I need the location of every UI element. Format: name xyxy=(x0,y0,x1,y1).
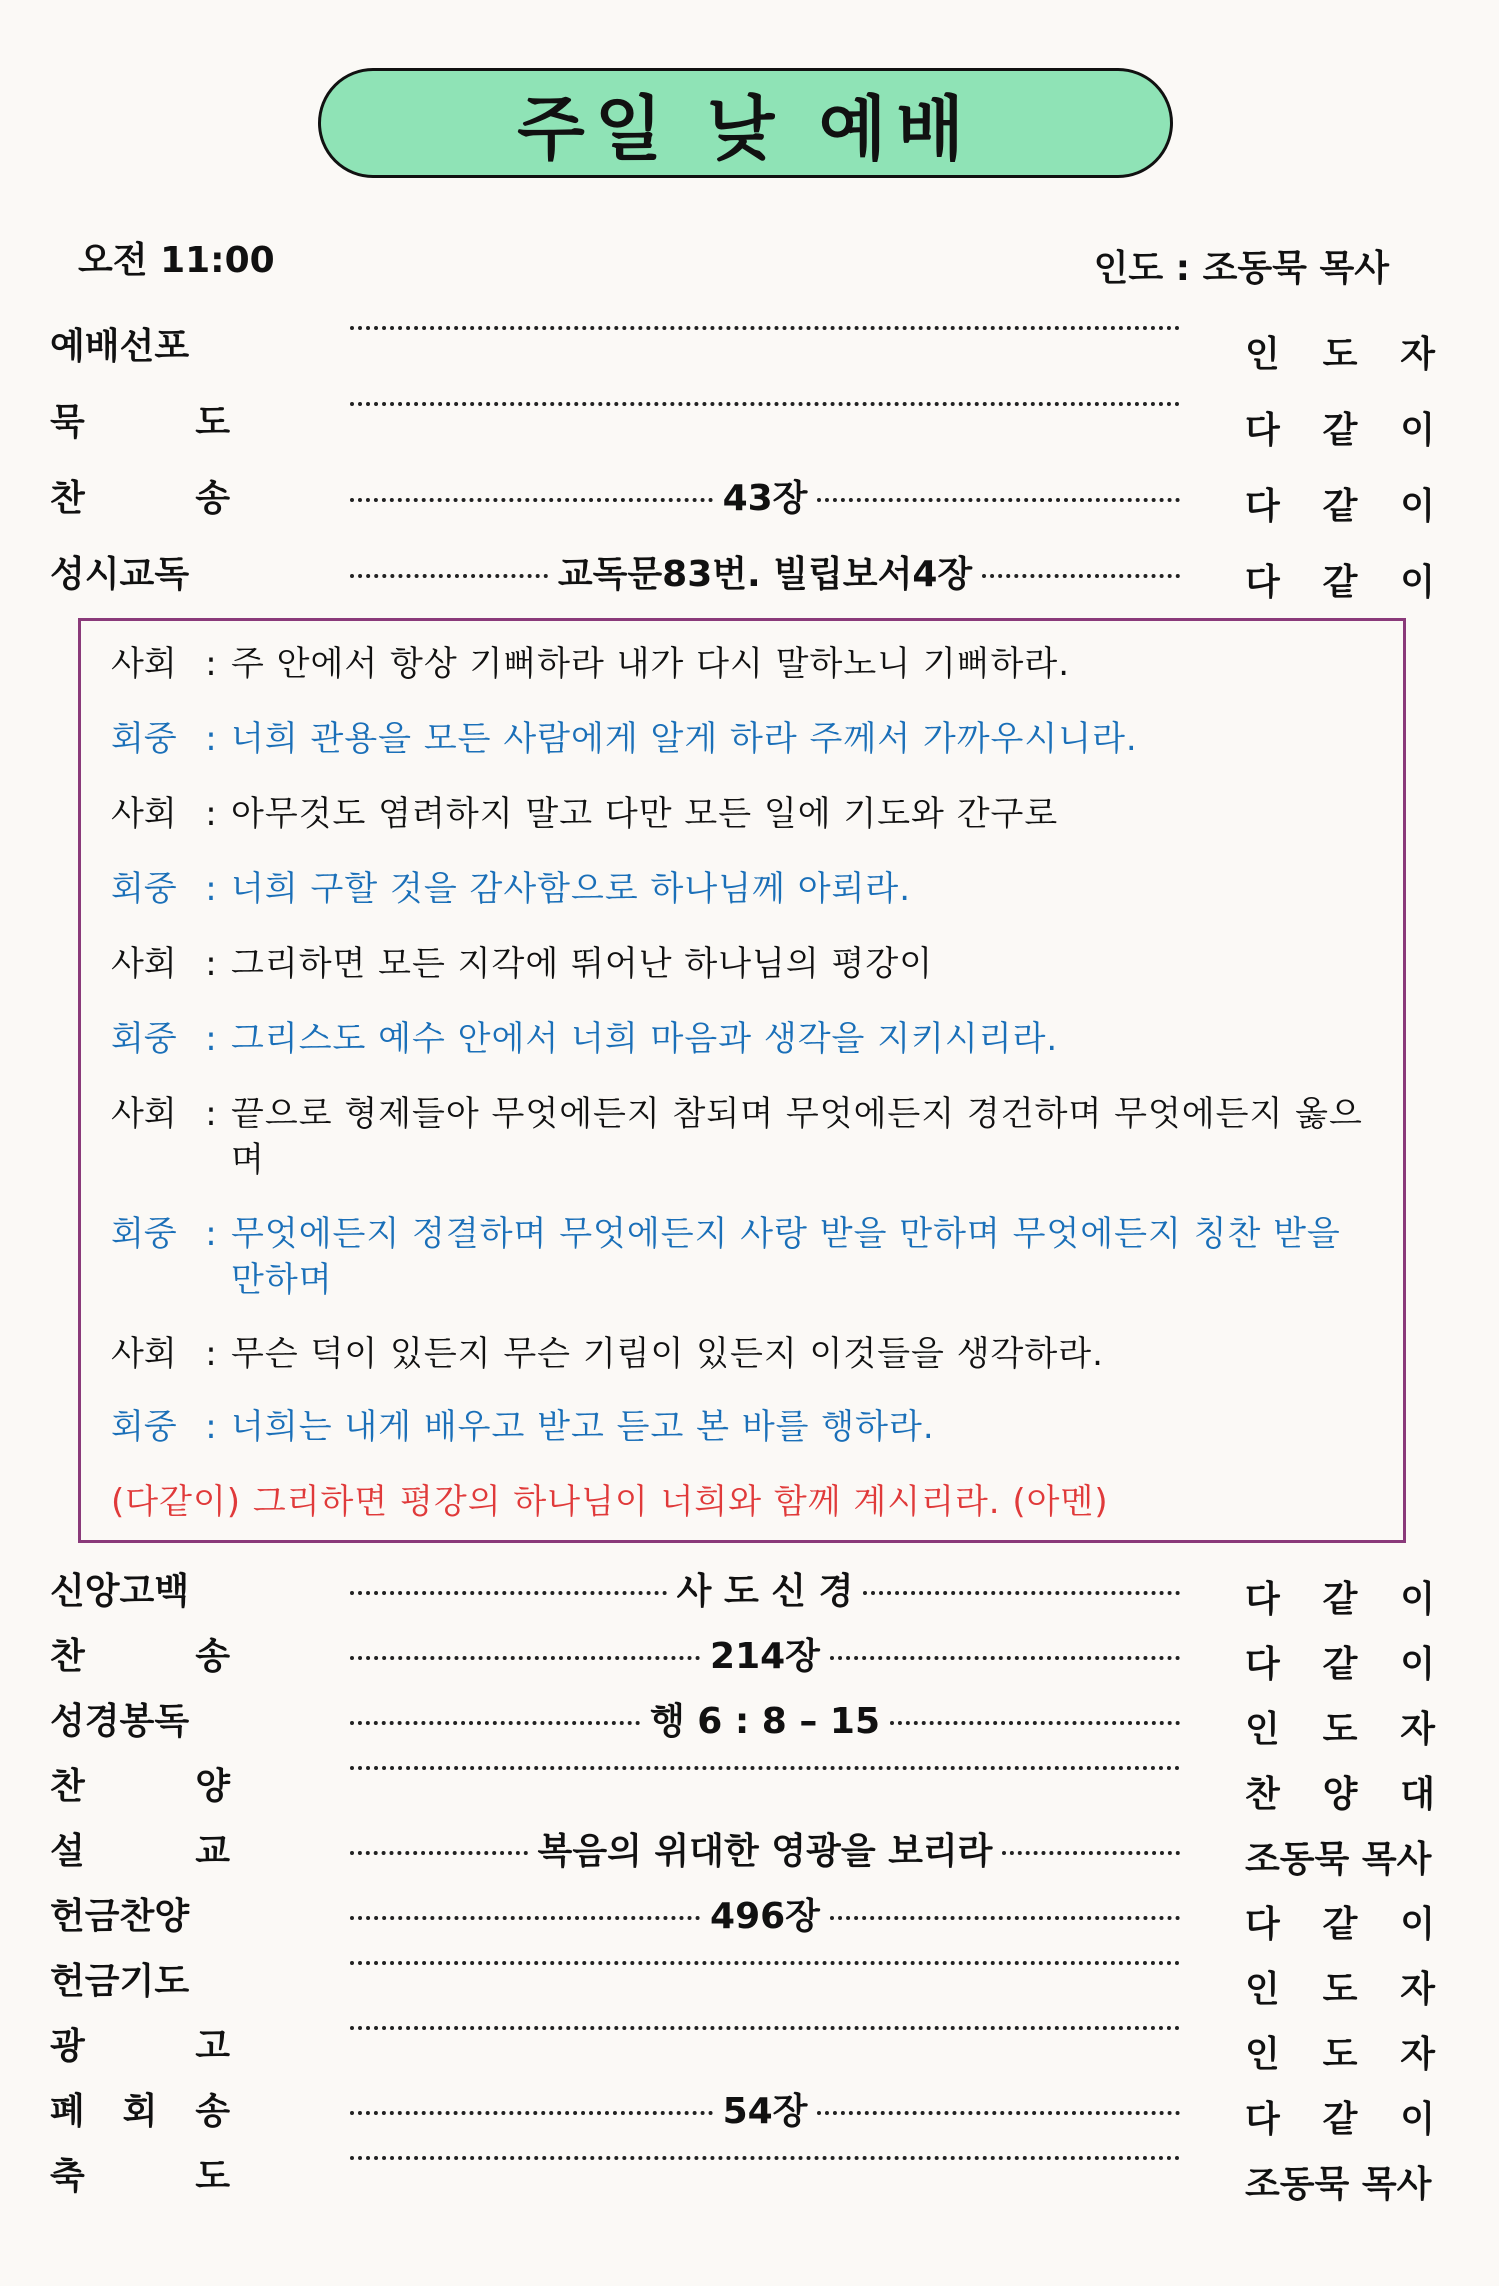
order-item-name xyxy=(50,2018,230,2069)
order-item-participant-part: 다 xyxy=(1245,486,1280,527)
order-item-name xyxy=(50,1563,230,1614)
responsive-text: (다같이) 그리하면 평강의 하나님이 너희와 함께 계시리라. (아멘) xyxy=(111,1482,1109,1522)
responsive-line xyxy=(111,641,1381,687)
dot-leader xyxy=(982,574,1180,578)
order-item-name xyxy=(50,1628,230,1679)
responsive-role: 회중 xyxy=(111,1019,177,1059)
responsive-text: 무슨 덕이 있든지 무슨 기림이 있든지 이것들을 생각하라. xyxy=(231,1334,1104,1374)
order-item-leader-dots xyxy=(350,470,1180,521)
order-item-participant-part: 자 xyxy=(1400,2034,1435,2075)
service-time: 오전 11:00 xyxy=(78,240,275,281)
order-item xyxy=(50,1628,1435,1692)
order-item-participant xyxy=(1245,1571,1435,1622)
order-item-participant xyxy=(1245,1701,1435,1752)
responsive-role: 회중 xyxy=(111,719,177,759)
order-item-participant-part: 다 xyxy=(1245,1644,1280,1685)
order-item-participant-part: 자 xyxy=(1400,1709,1435,1750)
order-item-participant-part: 도 xyxy=(1322,1709,1358,1750)
order-item-name-part: 고 xyxy=(195,2026,230,2067)
order-item-name-part: 교 xyxy=(195,1831,230,1872)
role-separator: : xyxy=(205,1407,217,1447)
role-separator: : xyxy=(205,644,217,684)
order-item xyxy=(50,1563,1435,1627)
order-item-name xyxy=(50,1953,230,2004)
order-item-name xyxy=(50,2148,230,2199)
order-item xyxy=(50,2083,1435,2147)
order-item-participant-part: 도 xyxy=(1322,1969,1358,2010)
order-item-name-part: 예배선포 xyxy=(50,326,190,367)
dot-leader xyxy=(350,1656,700,1660)
order-item-name-part: 송 xyxy=(195,1636,230,1677)
order-item-participant-part: 이 xyxy=(1400,410,1435,451)
order-item-leader-dots xyxy=(350,1628,1180,1679)
responsive-line xyxy=(111,1479,1381,1525)
order-item-participant xyxy=(1245,2026,1435,2077)
order-item-participant-part: 인 xyxy=(1245,1709,1280,1750)
order-item-detail: 행 6 : 8 – 15 xyxy=(649,1701,881,1742)
order-item-leader-dots xyxy=(350,1823,1180,1874)
order-item-participant-part: 대 xyxy=(1400,1774,1435,1815)
responsive-text: 그리하면 모든 지각에 뛰어난 하나님의 평강이 xyxy=(231,944,934,984)
order-item-detail: 214장 xyxy=(710,1636,820,1677)
order-item xyxy=(50,1953,1435,2017)
responsive-text: 끝으로 형제들아 무엇에든지 참되며 무엇에든지 경건하며 무엇에든지 옳으며 xyxy=(231,1094,1363,1180)
order-item-leader-dots xyxy=(350,2083,1180,2134)
responsive-line xyxy=(111,1331,1381,1377)
order-item-leader-dots xyxy=(350,1693,1180,1744)
order-item-participant xyxy=(1245,554,1435,605)
order-item-participant-part: 도 xyxy=(1322,334,1358,375)
order-item-name-part: 축 xyxy=(50,2156,85,2197)
order-item xyxy=(50,2148,1435,2212)
order-item-participant-part: 양 xyxy=(1322,1774,1358,1815)
responsive-line xyxy=(111,1404,1381,1450)
order-item xyxy=(50,1888,1435,1952)
order-item-name-part: 폐 xyxy=(50,2091,85,2132)
responsive-role: 사회 xyxy=(111,644,177,684)
order-item-detail: 사 도 신 경 xyxy=(676,1571,854,1612)
order-item-participant-part: 인 xyxy=(1245,2034,1280,2075)
order-item-participant-part: 같 xyxy=(1322,486,1358,527)
order-item-name xyxy=(50,1823,230,1874)
order-item-name-part: 헌금기도 xyxy=(50,1961,190,2002)
responsive-text: 너희는 내게 배우고 받고 듣고 본 바를 행하라. xyxy=(231,1407,935,1447)
responsive-text: 무엇에든지 정결하며 무엇에든지 사랑 받을 만하며 무엇에든지 칭찬 받을 만하며 xyxy=(231,1214,1341,1300)
order-item-participant-part: 자 xyxy=(1400,334,1435,375)
order-item-name-part: 설 xyxy=(50,1831,85,1872)
order-item-participant xyxy=(1245,1831,1435,1882)
dot-leader xyxy=(350,1591,667,1595)
order-item-participant-part: 같 xyxy=(1322,1904,1358,1945)
order-item-participant-part: 인 xyxy=(1245,334,1280,375)
dot-leader xyxy=(350,2111,713,2115)
order-item-participant xyxy=(1245,1636,1435,1687)
order-item xyxy=(50,1758,1435,1822)
order-item-leader-dots xyxy=(350,394,1180,406)
responsive-text: 그리스도 예수 안에서 너희 마음과 생각을 지키시리라. xyxy=(231,1019,1059,1059)
responsive-role: 회중 xyxy=(111,1214,177,1254)
order-item-participant xyxy=(1245,2091,1435,2142)
order-item-participant-part: 같 xyxy=(1322,2099,1358,2140)
responsive-role: 회중 xyxy=(111,869,177,909)
order-item-leader-dots xyxy=(350,1563,1180,1614)
order-item-participant-part: 조동묵 목사 xyxy=(1245,2164,1432,2205)
order-item-leader-dots xyxy=(350,1888,1180,1939)
order-item-participant-part: 같 xyxy=(1322,562,1358,603)
order-item-name-part: 도 xyxy=(195,2156,230,2197)
order-item-participant-part: 이 xyxy=(1400,1644,1435,1685)
order-item-participant-part: 인 xyxy=(1245,1969,1280,2010)
dot-leader xyxy=(350,1766,1180,1770)
role-separator: : xyxy=(205,719,217,759)
order-item-name xyxy=(50,318,230,369)
order-item-participant-part: 이 xyxy=(1400,562,1435,603)
service-leader: 인도 : 조동묵 목사 xyxy=(1093,248,1389,289)
responsive-line xyxy=(111,716,1381,762)
dot-leader xyxy=(890,1721,1180,1725)
dot-leader xyxy=(350,1851,528,1855)
responsive-role: 사회 xyxy=(111,1334,177,1374)
order-item-participant-part: 같 xyxy=(1322,1579,1358,1620)
order-item-detail: 복음의 위대한 영광을 보리라 xyxy=(537,1831,993,1872)
dot-leader xyxy=(350,402,1180,406)
order-item-detail: 54장 xyxy=(722,2091,808,2132)
order-item-name-part: 성경봉독 xyxy=(50,1701,190,1742)
role-separator: : xyxy=(205,794,217,834)
order-item-participant xyxy=(1245,1896,1435,1947)
order-item xyxy=(50,546,1435,610)
order-item-participant-part: 같 xyxy=(1322,410,1358,451)
order-item-name-part: 도 xyxy=(195,402,230,443)
order-item xyxy=(50,318,1435,382)
order-item-detail: 43장 xyxy=(722,478,808,519)
order-item-name-part: 찬 xyxy=(50,1636,85,1677)
order-item-leader-dots xyxy=(350,2148,1180,2160)
order-item-detail: 496장 xyxy=(710,1896,820,1937)
responsive-role: 회중 xyxy=(111,1407,177,1447)
order-item-participant-part: 다 xyxy=(1245,562,1280,603)
responsive-line xyxy=(111,866,1381,912)
responsive-text: 너희 구할 것을 감사함으로 하나님께 아뢰라. xyxy=(231,869,912,909)
dot-leader xyxy=(350,574,548,578)
order-item-leader-dots xyxy=(350,1758,1180,1770)
responsive-text: 아무것도 염려하지 말고 다만 모든 일에 기도와 간구로 xyxy=(231,794,1059,834)
responsive-line xyxy=(111,1091,1381,1183)
order-item-name-part: 성시교독 xyxy=(50,554,190,595)
order-item xyxy=(50,1823,1435,1887)
order-item-participant xyxy=(1245,1961,1435,2012)
role-separator: : xyxy=(205,1094,217,1134)
role-separator: : xyxy=(205,1214,217,1254)
order-item-name xyxy=(50,1693,230,1744)
order-item-name-part: 찬 xyxy=(50,1766,85,1807)
order-item-participant xyxy=(1245,1766,1435,1817)
order-item-participant-part: 이 xyxy=(1400,486,1435,527)
order-item-participant xyxy=(1245,478,1435,529)
responsive-text: 주 안에서 항상 기뻐하라 내가 다시 말하노니 기뻐하라. xyxy=(231,644,1071,684)
dot-leader xyxy=(350,2156,1180,2160)
responsive-role: 사회 xyxy=(111,944,177,984)
role-separator: : xyxy=(205,1334,217,1374)
order-item-name-part: 헌금찬양 xyxy=(50,1896,190,1937)
order-item-leader-dots xyxy=(350,318,1180,330)
responsive-line xyxy=(111,1211,1381,1303)
dot-leader xyxy=(350,1916,700,1920)
page-title: 주일 낮 예배 xyxy=(318,68,1173,178)
dot-leader xyxy=(350,2026,1180,2030)
dot-leader xyxy=(350,498,713,502)
order-item xyxy=(50,1693,1435,1757)
order-item-detail: 교독문83번. 빌립보서4장 xyxy=(557,554,973,595)
responsive-line xyxy=(111,791,1381,837)
order-item-participant-part: 이 xyxy=(1400,2099,1435,2140)
order-item-participant-part: 도 xyxy=(1322,2034,1358,2075)
dot-leader xyxy=(1002,1851,1180,1855)
responsive-line xyxy=(111,941,1381,987)
order-item-name-part: 송 xyxy=(195,2091,230,2132)
dot-leader xyxy=(350,326,1180,330)
order-item-name xyxy=(50,394,230,445)
responsive-role: 사회 xyxy=(111,794,177,834)
order-item xyxy=(50,394,1435,458)
order-item-name-part: 광 xyxy=(50,2026,85,2067)
role-separator: : xyxy=(205,869,217,909)
order-item-participant-part: 같 xyxy=(1322,1644,1358,1685)
order-item-participant-part: 다 xyxy=(1245,1579,1280,1620)
order-item-name xyxy=(50,1888,230,1939)
order-item-participant-part: 찬 xyxy=(1245,1774,1280,1815)
dot-leader xyxy=(817,498,1180,502)
order-item-leader-dots xyxy=(350,546,1180,597)
order-item-participant-part: 다 xyxy=(1245,410,1280,451)
order-item-name-part: 양 xyxy=(195,1766,230,1807)
order-item-participant-part: 이 xyxy=(1400,1904,1435,1945)
dot-leader xyxy=(350,1721,640,1725)
responsive-line xyxy=(111,1016,1381,1062)
responsive-role: 사회 xyxy=(111,1094,177,1134)
order-item-participant xyxy=(1245,2156,1435,2207)
dot-leader xyxy=(817,2111,1180,2115)
role-separator: : xyxy=(205,944,217,984)
order-item-participant-part: 자 xyxy=(1400,1969,1435,2010)
order-item-name-part: 묵 xyxy=(50,402,85,443)
responsive-text: 너희 관용을 모든 사람에게 알게 하라 주께서 가까우시니라. xyxy=(231,719,1138,759)
order-item-leader-dots xyxy=(350,2018,1180,2030)
responsive-reading-box xyxy=(78,618,1406,1543)
order-item-participant-part: 다 xyxy=(1245,1904,1280,1945)
order-item-name xyxy=(50,1758,230,1809)
order-item xyxy=(50,470,1435,534)
order-item-name xyxy=(50,470,230,521)
dot-leader xyxy=(830,1656,1180,1660)
order-item-name-part: 회 xyxy=(122,2091,158,2132)
order-item-participant-part: 이 xyxy=(1400,1579,1435,1620)
dot-leader xyxy=(863,1591,1180,1595)
dot-leader xyxy=(830,1916,1180,1920)
order-item-leader-dots xyxy=(350,1953,1180,1965)
order-item xyxy=(50,2018,1435,2082)
role-separator: : xyxy=(205,1019,217,1059)
order-item-name-part: 송 xyxy=(195,478,230,519)
order-item-name-part: 신앙고백 xyxy=(50,1571,190,1612)
order-item-participant-part: 다 xyxy=(1245,2099,1280,2140)
order-item-name-part: 찬 xyxy=(50,478,85,519)
order-item-participant xyxy=(1245,402,1435,453)
order-item-participant-part: 조동묵 목사 xyxy=(1245,1839,1432,1880)
order-item-name xyxy=(50,546,230,597)
order-item-name xyxy=(50,2083,230,2134)
dot-leader xyxy=(350,1961,1180,1965)
order-item-participant xyxy=(1245,326,1435,377)
